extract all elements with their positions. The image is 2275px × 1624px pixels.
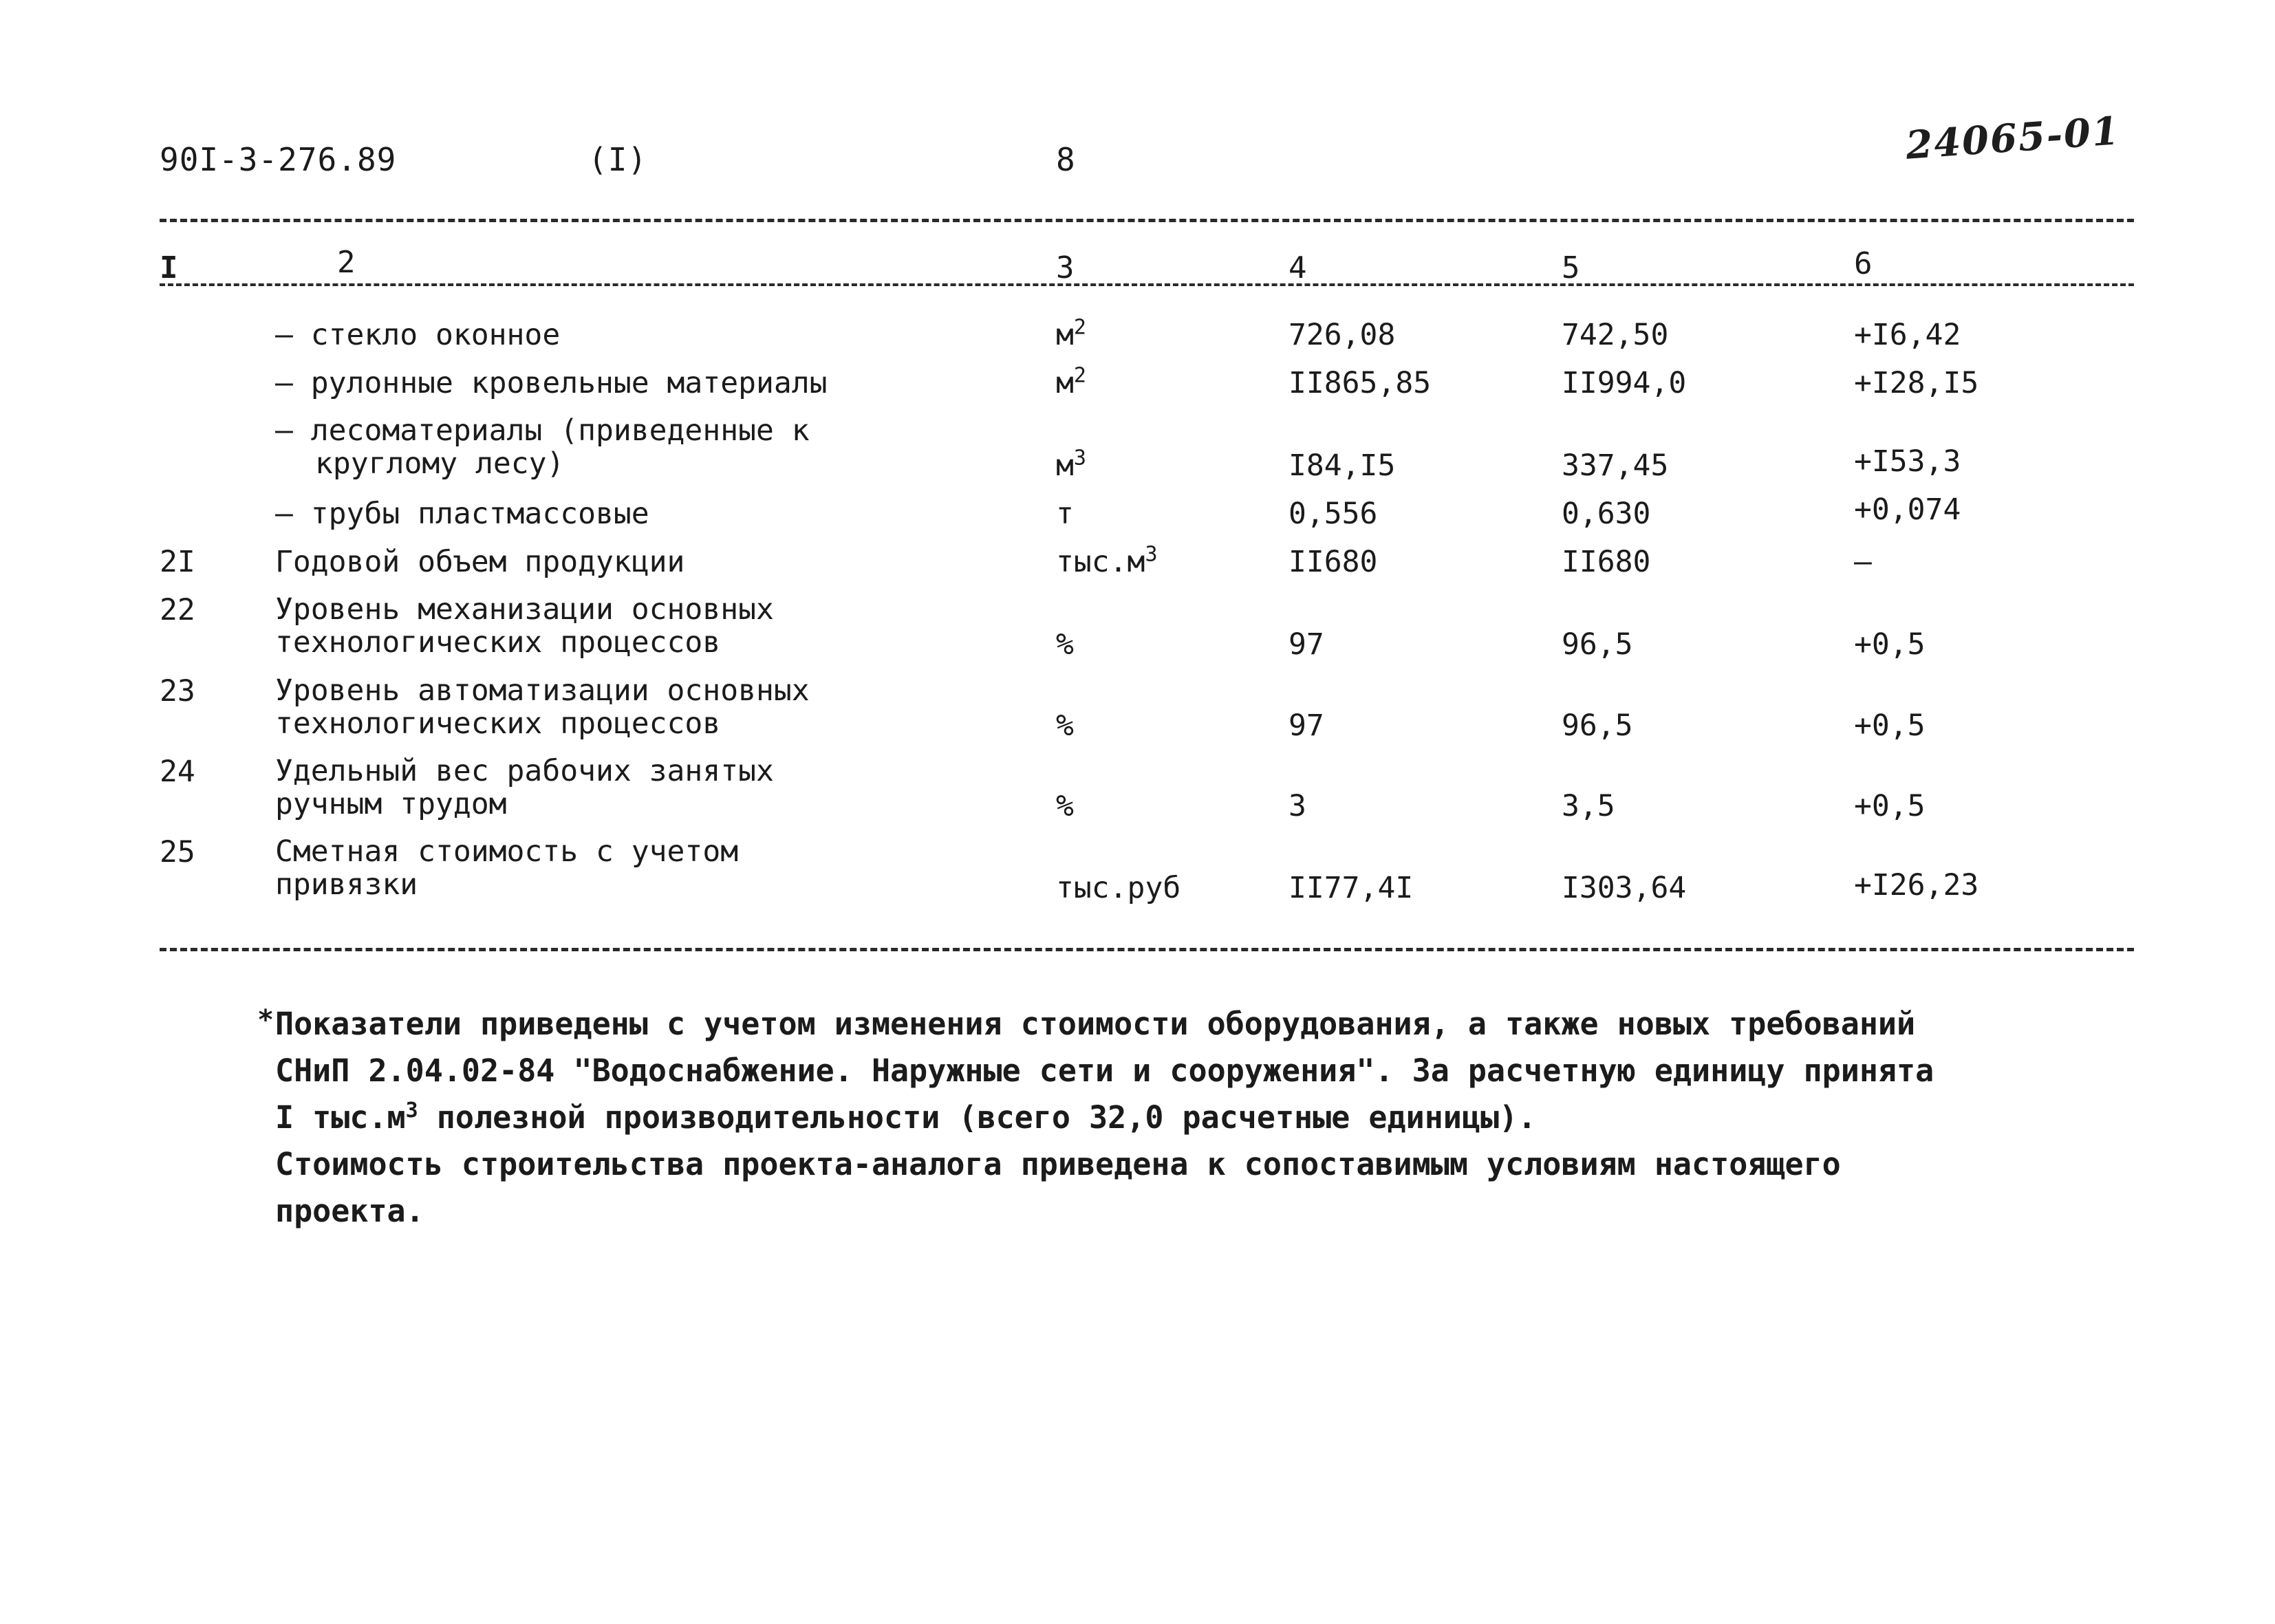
row-value-difference: +0,5 [1854, 789, 1926, 823]
archive-number: 24065-01 [1904, 108, 2122, 169]
row-value-project: 0,556 [1289, 497, 1378, 531]
row-value-difference: +0,074 [1854, 492, 1961, 527]
row-value-analog: 96,5 [1562, 708, 1633, 743]
row-name: – стекло оконное [275, 318, 561, 352]
page-number: 8 [1056, 141, 1076, 178]
column-numbers-row [0, 245, 2275, 299]
footnote-line: Стоимость строительства проекта-аналога приведена к сопоставимым условиям настоящего [275, 1146, 1841, 1182]
doc-part: (I) [588, 141, 648, 178]
row-value-project: 97 [1289, 708, 1324, 743]
row-value-difference: – [1854, 545, 1872, 579]
row-unit: % [1056, 708, 1074, 743]
row-value-analog: 3,5 [1562, 789, 1615, 823]
row-unit: % [1056, 789, 1074, 823]
row-unit: $м^2$ [1056, 363, 1086, 400]
row-value-project: II680 [1289, 545, 1378, 579]
row-value-analog: II994,0 [1562, 366, 1687, 400]
row-value-difference: +I26,23 [1854, 868, 1979, 902]
bottom-rule [160, 948, 2134, 951]
row-number: 22 [160, 593, 195, 627]
column-number-1: I [160, 250, 178, 285]
row-unit: т [1056, 497, 1074, 531]
row-name: – трубы пластмассовые [275, 497, 649, 531]
row-value-difference: +0,5 [1854, 708, 1926, 743]
row-value-difference: +I6,42 [1854, 318, 1961, 352]
row-value-project: 97 [1289, 627, 1324, 662]
column-number-6: 6 [1854, 246, 1873, 281]
row-unit: % [1056, 627, 1074, 662]
row-value-analog: II680 [1562, 545, 1651, 579]
row-unit: $м^2$ [1056, 315, 1086, 352]
row-value-project: 726,08 [1289, 318, 1396, 352]
top-rule [160, 219, 2134, 222]
row-number: 25 [160, 835, 195, 869]
footnote [257, 1001, 2119, 1235]
footnote-line: СНиП 2.04.02-84 "Водоснабжение. Наружные сети и сооружения". За расчетную единицу принята [275, 1052, 1934, 1089]
row-value-project: I84,I5 [1289, 448, 1396, 483]
footnote-line: проекта. [275, 1193, 424, 1229]
column-number-4: 4 [1289, 250, 1307, 285]
row-unit: $тыс.м^3$ [1056, 542, 1158, 579]
row-unit: тыс.руб [1056, 871, 1181, 905]
row-value-analog: 0,630 [1562, 497, 1651, 531]
doc-code: 90I-3-276.89 [160, 141, 397, 178]
column-numbers-rule [160, 283, 2134, 286]
row-name: – рулонные кровельные материалы [275, 366, 828, 400]
row-name: Уровень автоматизации основных технологических процессов [275, 673, 810, 741]
row-number: 23 [160, 674, 195, 708]
footnote-line: I $тыс.м^3$ полезной производительности (всего 32,0 расчетные единицы). [275, 1098, 1537, 1136]
column-number-5: 5 [1562, 250, 1580, 285]
row-value-project: 3 [1289, 789, 1306, 823]
row-value-difference: +I28,I5 [1854, 366, 1979, 400]
row-number: 24 [160, 755, 195, 789]
row-value-analog: 337,45 [1562, 448, 1669, 483]
row-value-project: II865,85 [1289, 366, 1432, 400]
row-name: Сметная стоимость с учетом привязки [275, 834, 739, 902]
row-number: 2I [160, 545, 195, 579]
row-name: Уровень механизации основных технологических процессов [275, 592, 774, 660]
footnote-star: * [257, 1004, 274, 1036]
footnote-line: Показатели приведены с учетом изменения стоимости оборудования, а также новых требований [275, 1006, 1916, 1042]
row-value-analog: 96,5 [1562, 627, 1633, 662]
row-unit: $м^3$ [1056, 446, 1086, 483]
row-value-difference: +I53,3 [1854, 444, 1961, 479]
column-number-3: 3 [1056, 250, 1075, 285]
row-value-project: II77,4I [1289, 871, 1414, 905]
row-name: – лесоматериалы (приведенные к круглому лесу) [275, 413, 810, 481]
row-value-analog: I303,64 [1562, 871, 1687, 905]
column-number-2: 2 [337, 245, 356, 280]
row-value-analog: 742,50 [1562, 318, 1669, 352]
row-name: Удельный вес рабочих занятых ручным трудом [275, 754, 774, 821]
row-name: Годовой объем продукции [275, 545, 685, 579]
row-value-difference: +0,5 [1854, 627, 1926, 662]
